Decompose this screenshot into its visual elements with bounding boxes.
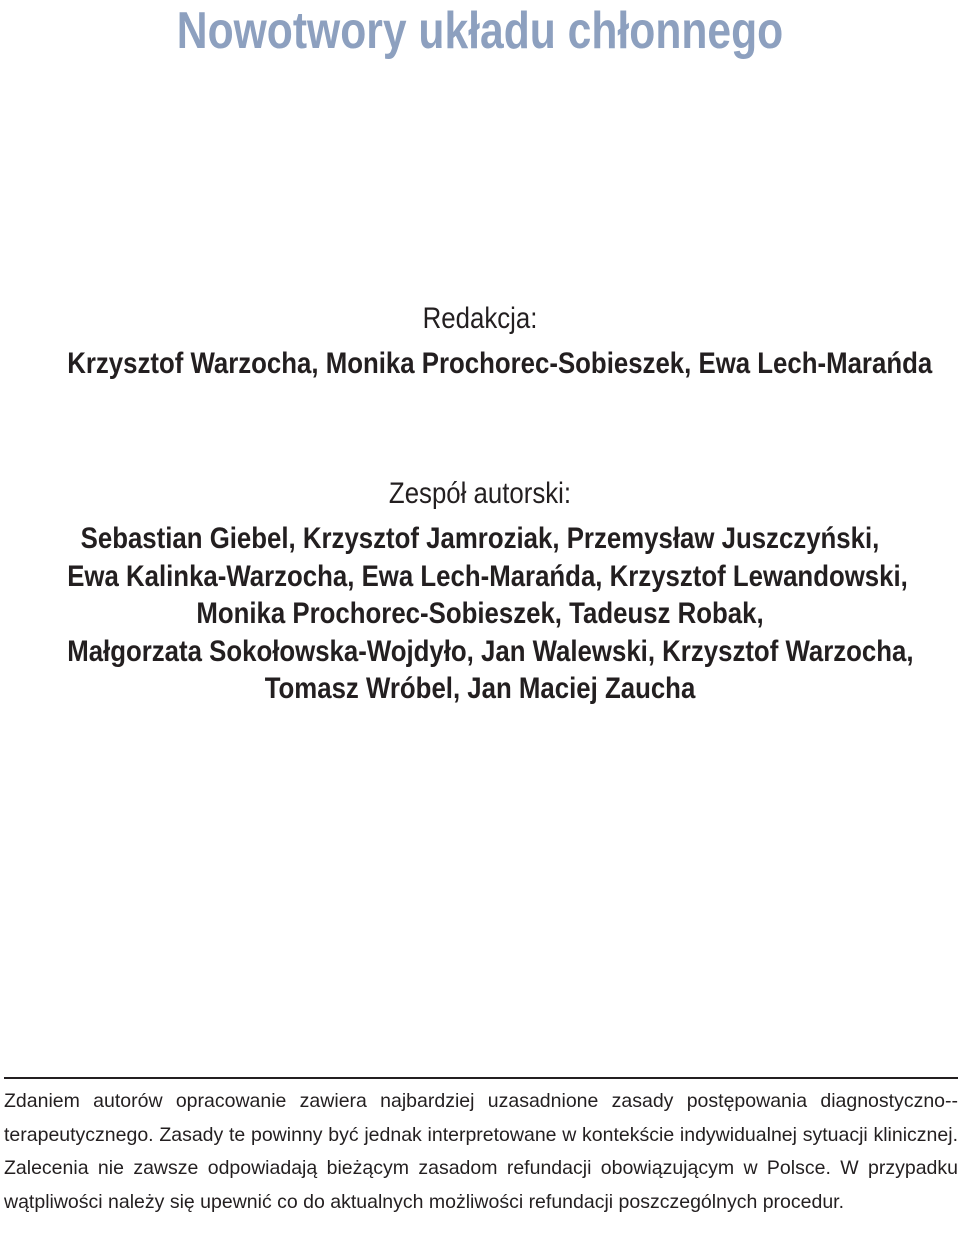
disclaimer-divider [4,1077,958,1079]
authors-line: Małgorzata Sokołowska-Wojdyło, Jan Walewski, Krzysztof Warzocha, [67,634,914,668]
editors-names: Krzysztof Warzocha, Monika Prochorec-Sobieszek, Ewa Lech-Marańda [67,347,933,380]
editors-names-block [0,345,960,383]
authors-line: Tomasz Wróbel, Jan Maciej Zaucha [264,672,696,705]
authors-line: Sebastian Giebel, Krzysztof Jamroziak, Przemysław Juszczyński, [80,522,880,555]
authors-section [0,476,960,512]
authors-line: Ewa Kalinka-Warzocha, Ewa Lech-Marańda, Krzysztof Lewandowski, [67,559,908,593]
authors-line: Monika Prochorec-Sobieszek, Tadeusz Robak, [196,597,764,630]
authors-names-block [0,520,960,708]
disclaimer-text: Zdaniem autorów opracowanie zawiera najbardziej uzasadnione zasady postępowania diagnostyczno--terapeutycznego. Zasady te powinny być jednak interpretowane w kontekście indywidualnej sytuacji klinicznej. Zalecenia nie zawsze odpowiadają bieżącym zasadom refundacji obowiązującym w Polsce. W przypadku wątpliwości należy się upewnić co do aktualnych możliwości refundacji poszczególnych procedur. [4,1090,958,1213]
document-title: Nowotwory układu chłonnego [176,2,784,60]
editors-label: Redakcja: [422,302,538,335]
authors-label: Zespół autorski: [388,477,572,510]
editors-section [0,301,960,337]
authors-names [67,520,914,708]
